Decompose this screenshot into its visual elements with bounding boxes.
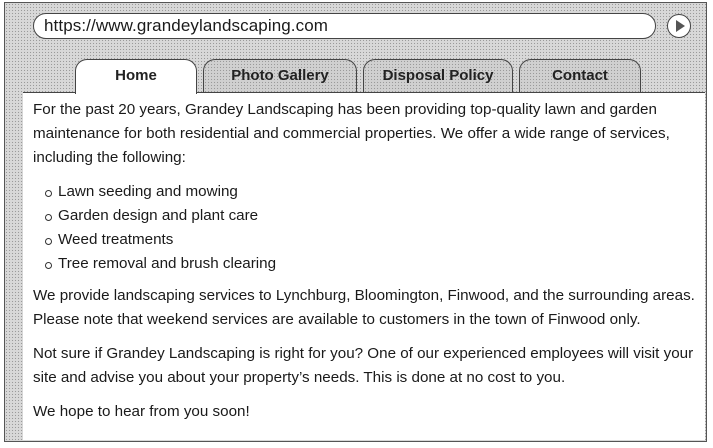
intro-paragraph: For the past 20 years, Grandey Landscaping has been providing top-quality lawn and garden maintenance for both residential and commercial properties. We offer a wide range of services, including the following: [33,101,670,166]
bullet-icon [45,262,52,269]
site-visit-paragraph: Not sure if Grandey Landscaping is right for you? One of our experienced employees will visit your site and advise you about your property’s needs. This is done at no cost to you. [33,345,694,386]
list-item [33,252,705,276]
url-text: https://www.grandeylandscaping.com [44,16,329,35]
list-item [33,180,705,204]
bullet-icon [45,190,52,197]
closing-paragraph: We hope to hear from you soon! [33,403,250,420]
bullet-icon [45,214,52,221]
go-button[interactable] [667,14,691,38]
tab-contact[interactable] [519,59,641,93]
bullet-icon [45,238,52,245]
list-item [33,228,705,252]
service-label: Lawn seeding and mowing [58,183,238,200]
services-list [33,180,705,276]
tab-home-label: Home [115,67,157,84]
address-bar[interactable] [33,13,656,39]
list-item [33,204,705,228]
service-label: Weed treatments [58,231,174,248]
tab-disposal-policy-label: Disposal Policy [382,67,494,84]
tab-photo-gallery[interactable] [203,59,357,93]
tab-contact-label: Contact [552,67,608,84]
tab-photo-gallery-label: Photo Gallery [231,67,329,84]
tab-home[interactable] [75,59,197,94]
play-triangle-icon [676,20,685,32]
service-areas-paragraph: We provide landscaping services to Lynchburg, Bloomington, Finwood, and the surrounding areas. Please note that weekend services are available to customers in the town of Finwood only. [33,287,695,328]
service-label: Tree removal and brush clearing [58,255,277,272]
page-content [23,92,705,440]
tab-disposal-policy[interactable] [363,59,513,93]
service-label: Garden design and plant care [58,207,259,224]
browser-window [4,2,707,442]
